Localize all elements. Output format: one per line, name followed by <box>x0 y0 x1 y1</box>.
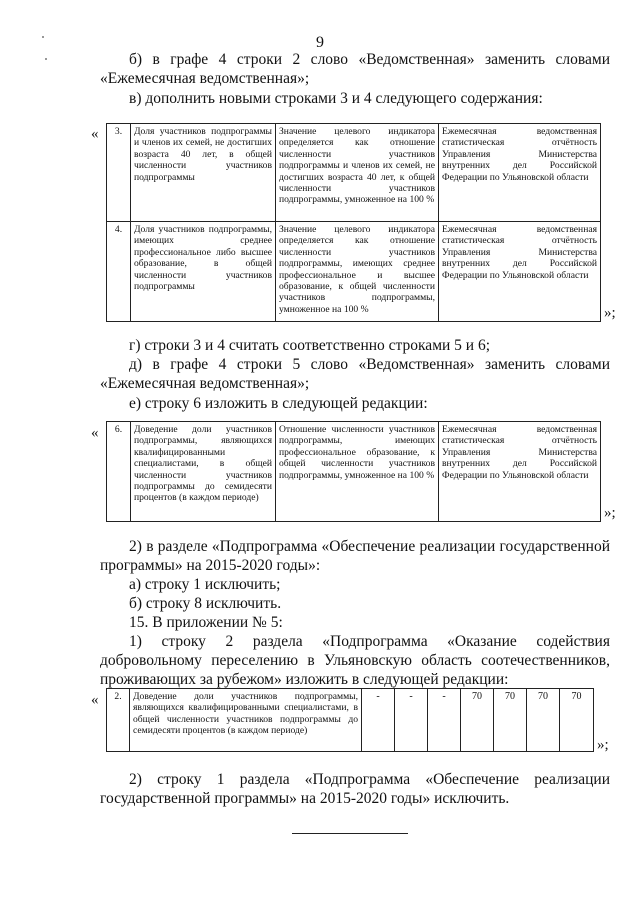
row-number: 6. <box>107 422 131 522</box>
paragraph-section-2: 2) в разделе «Подпрограмма «Обеспечение реализации государственной программы» на 2015-2020 годы»: <box>100 538 610 574</box>
indicator-name: Доля участников подпрограммы, имеющих среднее профессиональное либо высшее образование, в общей численности участников подпрограммы <box>131 222 276 322</box>
value-cell: - <box>395 689 428 752</box>
paragraph-g-renumber: г) строки 3 и 4 считать соответственно строками 5 и 6; <box>129 337 491 354</box>
indicator-name: Доля участников подпрограммы и членов их семей, не достигших возраста 40 лет, в общей численности участников подпрограммы <box>131 124 276 222</box>
paragraph-v-add-rows: в) дополнить новыми строками 3 и 4 следующего содержания: <box>129 90 543 107</box>
paragraph-appendix-15: 15. В приложении № 5: <box>129 614 283 631</box>
indicator-name: Доведение доли участников подпрограммы, являющихся квалифицированными специалистами, в общей численности участников подпрограммы до семидесяти процентов (в каждом периоде) <box>130 689 362 752</box>
closing-quote: »; <box>604 305 616 321</box>
paragraph-e-row6: е) строку 6 изложить в следующей редакции: <box>129 395 428 412</box>
indicator-table-row-6 <box>106 421 601 522</box>
data-source: Ежемесячная ведомственная статистическая отчётность Управления Министерства внутренних дел Российской Федерации по Ульяновской области <box>439 222 601 322</box>
indicator-values-table-row-2 <box>106 688 594 752</box>
table-row <box>107 222 601 322</box>
paragraph-item1-row2: 1) строку 2 раздела «Подпрограмма «Оказание содействия добровольному переселению в Ульяновскую область соотечественников, проживающих за рубежом» изложить в следующей редакции: <box>100 633 610 688</box>
value-cell: 70 <box>461 689 494 752</box>
scan-speck <box>45 58 47 60</box>
value-cell: - <box>362 689 395 752</box>
table-row <box>107 124 601 222</box>
value-cell: 70 <box>494 689 527 752</box>
value-cell: 70 <box>560 689 594 752</box>
row-number: 2. <box>107 689 130 752</box>
paragraph-b-graph4: б) в графе 4 строки 2 слово «Ведомственная» заменить словами «Ежемесячная ведомственная»; <box>100 51 610 87</box>
indicators-table-rows-3-4 <box>106 123 601 322</box>
calculation-method: Значение целевого индикатора определяется как отношение численности участников подпрограммы и членов их семей, не достигших возраста 40 лет, к общей численности участников подпрограммы, умноженное на 100 % <box>276 124 439 222</box>
opening-quote: « <box>91 425 99 441</box>
calculation-method: Отношение численности участников подпрограммы, имеющих профессиональное образование, к общей численности участников подпрограммы, умноженное на 100 % <box>276 422 439 522</box>
value-cell: 70 <box>527 689 560 752</box>
paragraph-a-exclude-1: а) строку 1 исключить; <box>129 576 281 593</box>
opening-quote: « <box>91 692 99 708</box>
calculation-method: Значение целевого индикатора определяется как отношение численности участников подпрограммы, имеющих среднее профессиональное и высшее образование, к общей численности участников подпрограммы, умноженное на 100 % <box>276 222 439 322</box>
opening-quote: « <box>91 126 99 142</box>
table-row <box>107 689 594 752</box>
data-source: Ежемесячная ведомственная статистическая отчётность Управления Министерства внутренних дел Российской Федерации по Ульяновской области <box>439 124 601 222</box>
end-divider <box>292 833 408 834</box>
row-number: 3. <box>107 124 131 222</box>
data-source: Ежемесячная ведомственная статистическая отчётность Управления Министерства внутренних дел Российской Федерации по Ульяновской области <box>439 422 601 522</box>
closing-quote: »; <box>604 505 616 521</box>
page-number: 9 <box>316 34 324 51</box>
paragraph-item2-row1: 2) строку 1 раздела «Подпрограмма «Обеспечение реализации государственной программы» на 2015-2020 годы» исключить. <box>100 771 610 807</box>
table-row <box>107 422 601 522</box>
paragraph-b-exclude-8: б) строку 8 исключить. <box>129 595 282 612</box>
row-number: 4. <box>107 222 131 322</box>
closing-quote: »; <box>597 737 609 753</box>
paragraph-d-graph4: д) в графе 4 строки 5 слово «Ведомственная» заменить словами «Ежемесячная ведомственная»; <box>100 356 610 392</box>
value-cell: - <box>428 689 461 752</box>
indicator-name: Доведение доли участников подпрограммы, являющихся квалифицированными специалистами, в общей численности участников подпрограммы до семидесяти процентов (в каждом периоде) <box>131 422 276 522</box>
